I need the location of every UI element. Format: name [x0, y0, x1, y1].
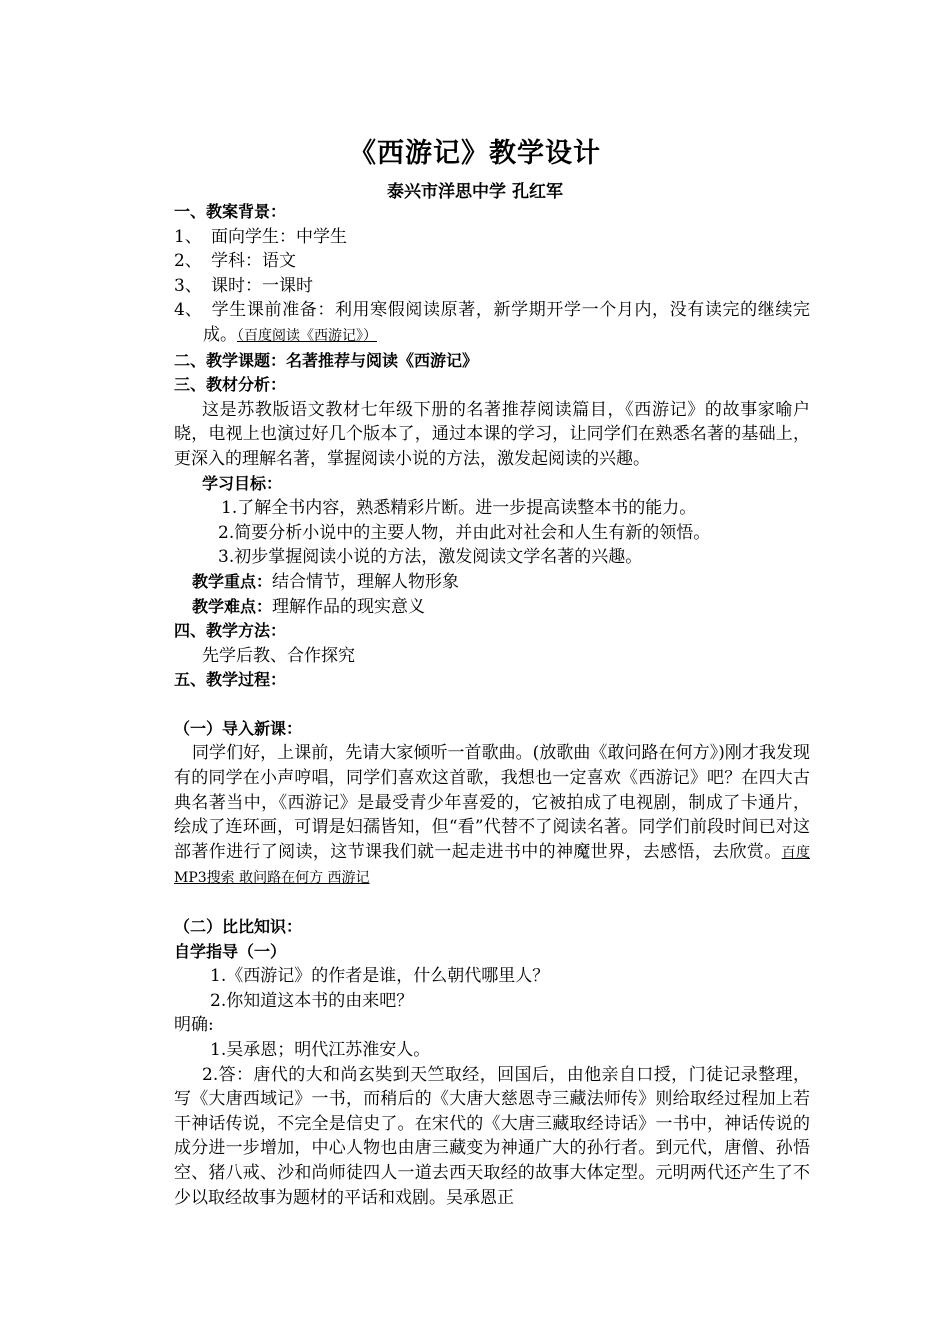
answer-2: 2.答：唐代的大和尚玄奘到天竺取经，回国后，由他亲自口授，门徒记录整理，写《大唐西域记》一书，而稍后的《大唐大慈恩寺三藏法师传》则给取经过程加上若干神话传说，不完全是信史了。在宋代的《大唐三藏取经诗话》一书中，神话传说的成分进一步增加，中心人物也由唐三藏变为神通广大的孙行者。到元代，唐僧、孙悟空、猪八戒、沙和尚师徒四人一道去西天取经的故事大体定型。元明两代还产生了不少以取经故事为题材的平话和戏剧。吴承恩正 [174, 1064, 810, 1208]
spacer [174, 693, 810, 717]
difficulty-text: 理解作品的现实意义 [272, 596, 426, 617]
question-2: 2.你知道这本书的由来吧？ [210, 990, 414, 1011]
question-1: 1.《西游记》的作者是谁，什么朝代哪里人？ [210, 966, 550, 987]
list-number: 2、 [174, 251, 202, 272]
key-point-text: 结合情节，理解人物形象 [272, 571, 460, 592]
baidu-read-link[interactable]: （百度阅读《西游记》） [237, 327, 377, 344]
background-item-4 [174, 298, 810, 348]
section-heading-analysis: 三、教材分析： [174, 375, 287, 395]
goal-item-3: 3.初步掌握阅读小说的方法，激发阅读文学名著的兴趣。 [218, 547, 643, 568]
list-number: 3、 [174, 275, 202, 296]
background-item-2 [174, 249, 810, 274]
document-body [174, 200, 810, 1210]
spacer [174, 891, 810, 915]
list-number: 4、 [174, 300, 202, 321]
section-heading-process: 五、教学过程： [174, 670, 287, 690]
goal-item-1: 1.了解全书内容，熟悉精彩片断。进一步提高读整本书的能力。 [221, 498, 697, 519]
self-study-heading: 自学指导（一） [174, 941, 287, 961]
analysis-paragraph: 这是苏教版语文教材七年级下册的名著推荐阅读篇目，《西游记》的故事家喻户晓，电视上也演过好几个版本了，通过本课的学习，让同学们在熟悉名著的基础上，更深入的理解名著，掌握阅读小说的方法，激发起阅读的兴趣。 [174, 399, 810, 469]
section-heading-topic: 二、教学课题：名著推荐与阅读《西游记》 [174, 350, 479, 370]
section-heading-background: 一、教案背景： [174, 202, 287, 221]
list-text: 学科：语文 [211, 251, 296, 272]
part-heading-intro: （一）导入新课： [174, 718, 303, 738]
baidu-mp3-link[interactable]: 百度MP3搜索 敢问路在何方 西游记 [174, 844, 811, 887]
answer-1: 1.吴承恩；明代江苏淮安人。 [210, 1040, 431, 1060]
key-point-label: 教学重点： [192, 571, 273, 591]
key-point-line [174, 570, 810, 595]
author-line: 泰兴市洋思中学 孔红军 [387, 182, 563, 202]
list-text: 课时：一课时 [211, 275, 313, 296]
list-text: 学生课前准备：利用寒假阅读原著，新学期开学一个月内，没有读完的继续完成。 [203, 300, 810, 345]
goal-item-2: 2.简要分析小说中的主要人物，并由此对社会和人生有新的领悟。 [218, 522, 711, 543]
part-heading-knowledge: （二）比比知识： [174, 917, 303, 937]
section-heading-method: 四、教学方法： [174, 621, 287, 641]
background-item-3 [174, 274, 810, 299]
document-title: 《西游记》教学设计 [349, 138, 601, 169]
answer-label: 明确: [174, 1015, 214, 1036]
intro-text: 同学们好，上课前，先请大家倾听一首歌曲。(放歌曲《敢问路在何方》)刚才我发现有的同学在小声哼唱，同学们喜欢这首歌，我想也一定喜欢《西游记》吧？在四大古典名著当中，《西游记》是最受青少年喜爱的，它被拍成了电视剧，制成了卡通片，绘成了连环画，可谓是妇孺皆知，但“看”代替不了阅读名著。同学们前段时间已对这部著作进行了阅读，这节课我们就一起走进书中的神魔世界，去感悟，去欣赏。 [174, 743, 810, 862]
intro-paragraph [174, 741, 810, 891]
method-text: 先学后教、合作探究 [202, 645, 355, 666]
background-item-1 [174, 225, 810, 250]
difficulty-label: 教学难点： [192, 596, 273, 616]
difficulty-line [174, 595, 810, 620]
goals-heading: 学习目标： [202, 473, 283, 493]
list-text: 面向学生：中学生 [211, 226, 347, 247]
list-number: 1、 [174, 226, 202, 247]
